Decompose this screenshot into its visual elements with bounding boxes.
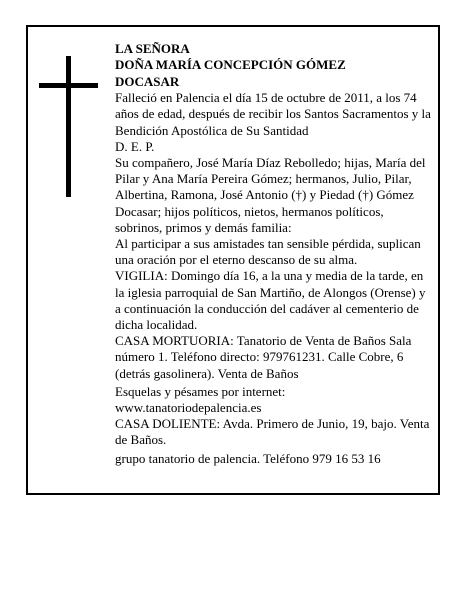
death-paragraph: Falleció en Palencia el día 15 de octubre de 2011, a los 74 años de edad, después de recibir los Santos Sacramentos y la Bendición Apostólica de Su Santidad bbox=[115, 90, 431, 138]
condolences-paragraph: Esquelas y pésames por internet: www.tanatoriodepalencia.es bbox=[115, 383, 286, 416]
mourning-text: Avda. Primero de Junio, 19, bajo. Venta de Baños. bbox=[115, 416, 430, 448]
footer-line: grupo tanatorio de palencia. Teléfono 979 16 53 16 bbox=[115, 450, 381, 466]
mourning-paragraph bbox=[115, 416, 433, 448]
heading-name: DOÑA MARÍA CONCEPCIÓN GÓMEZ bbox=[115, 57, 346, 73]
rip-line: D. E. P. bbox=[115, 138, 155, 154]
family-paragraph: Su compañero, José María Díaz Rebolledo; hijas, María del Pilar y Ana María Pereira Gómez; hermanos, Julio, Pilar, Albertina, Ramona, José Antonio (†) y Piedad (†) Gómez Docasar; hijos políticos, nietos, hermanos políticos, sobrinos, primos y demás familia: bbox=[115, 155, 426, 235]
vigil-label: VIGILIA: bbox=[115, 268, 168, 284]
heading-surname: DOCASAR bbox=[115, 73, 180, 89]
vigil-paragraph bbox=[115, 268, 433, 333]
heading-title: LA SEÑORA bbox=[115, 41, 190, 56]
mortuary-text: Tanatorio de Venta de Baños Sala número 1. Teléfono directo: 979761231. Calle Cobre, 6 (detrás gasolinera). Venta de Baños bbox=[115, 333, 412, 381]
notice-text bbox=[115, 41, 433, 467]
cross-horizontal-bar bbox=[39, 83, 98, 88]
mortuary-paragraph bbox=[115, 333, 433, 382]
cross-vertical-bar bbox=[66, 56, 71, 197]
request-paragraph: Al participar a sus amistades tan sensible pérdida, suplican una oración por el eterno descanso de su alma. bbox=[115, 236, 421, 268]
obituary-notice bbox=[26, 25, 440, 495]
vigil-text: Domingo día 16, a la una y media de la tarde, en la iglesia parroquial de San Martiño, de Alongos (Orense) y a continuación la conducción del cadáver al cementerio de dicha localidad. bbox=[115, 268, 426, 333]
mourning-label: CASA DOLIENTE: bbox=[115, 416, 221, 432]
mortuary-label: CASA MORTUORIA: bbox=[115, 333, 234, 349]
